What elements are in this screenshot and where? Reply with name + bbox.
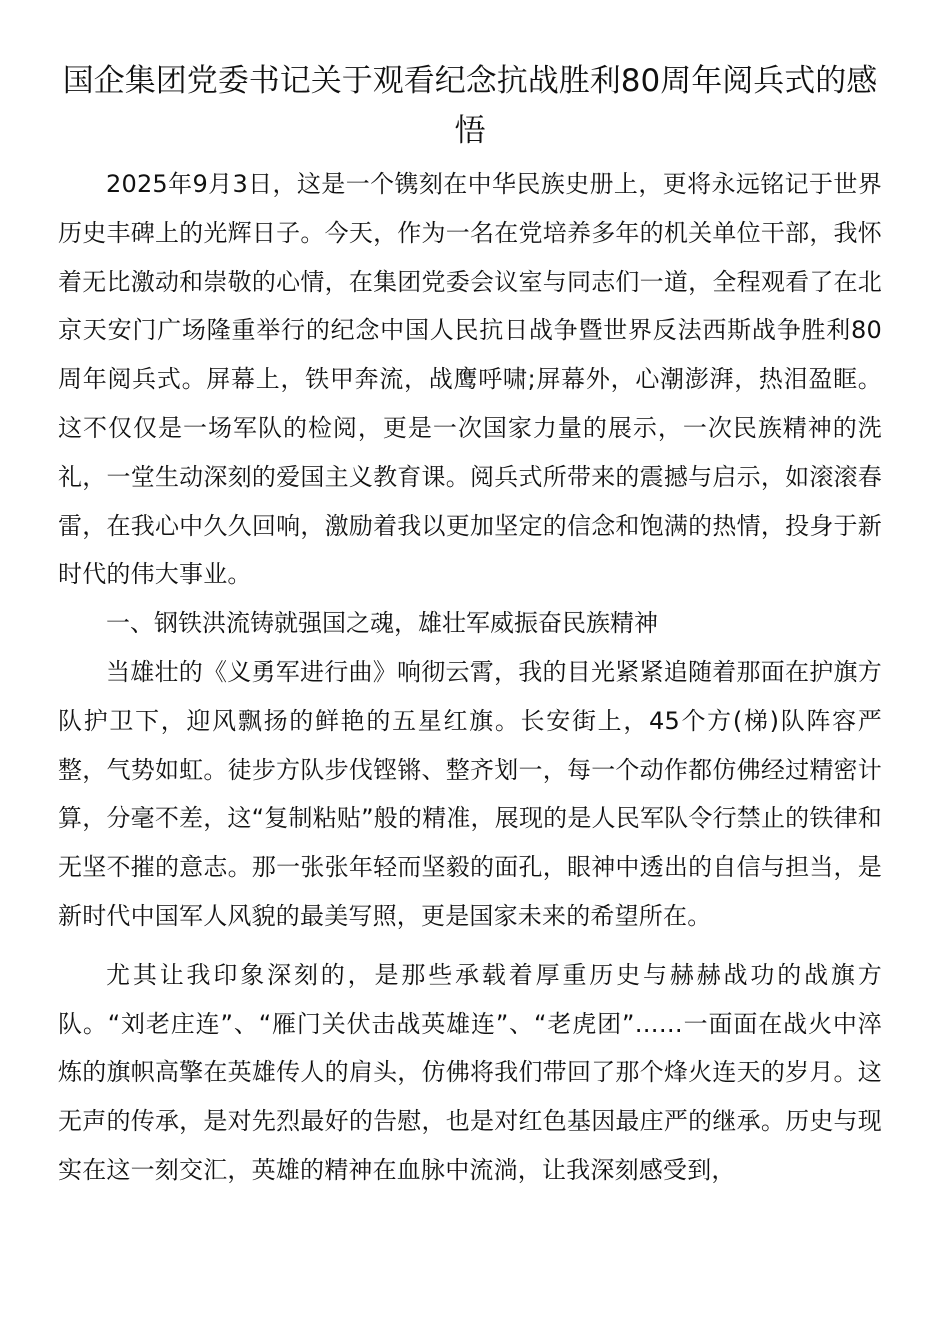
body-paragraph: 当雄壮的《义勇军进行曲》响彻云霄，我的目光紧紧追随着那面在护旗方队护卫下，迎风飘扬的鲜艳的五星红旗。长安街上，45个方(梯)队阵容严整，气势如虹。徒步方队步伐铿锵、整齐划一，每一个动作都仿佛经过精密计算，分毫不差，这“复制粘贴”般的精准，展现的是人民军队令行禁止的铁律和无坚不摧的意志。那一张张年轻而坚毅的面孔，眼神中透出的自信与担当，是新时代中国军人风貌的最美写照，更是国家未来的希望所在。: [58, 657, 882, 930]
section-heading: 一、钢铁洪流铸就强国之魂，雄壮军威振奋民族精神: [106, 609, 658, 638]
intro-paragraph: 2025年9月3日，这是一个镌刻在中华民族史册上，更将永远铭记于世界历史丰碑上的光辉日子。今天，作为一名在党培养多年的机关单位干部，我怀着无比激动和崇敬的心情，在集团党委会议室与同志们一道，全程观看了在北京天安门广场隆重举行的纪念中国人民抗日战争暨世界反法西斯战争胜利80周年阅兵式。屏幕上，铁甲奔流，战鹰呼啸;屏幕外，心潮澎湃，热泪盈眶。这不仅仅是一场军队的检阅，更是一次国家力量的展示，一次民族精神的洗礼，一堂生动深刻的爱国主义教育课。阅兵式所带来的震撼与启示，如滚滚春雷，在我心中久久回响，激励着我以更加坚定的信念和饱满的热情，投身于新时代的伟大事业。: [58, 170, 882, 589]
document-title: 国企集团党委书记关于观看纪念抗战胜利80周年阅兵式的感悟: [62, 63, 878, 149]
body-paragraph: 尤其让我印象深刻的，是那些承载着厚重历史与赫赫战功的战旗方队。“刘老庄连”、“雁门关伏击战英雄连”、“老虎团”……一面面在战火中淬炼的旗帜高擎在英雄传人的肩头，仿佛将我们带回了那个烽火连天的岁月。这无声的传承，是对先烈最好的告慰，也是对红色基因最庄严的继承。历史与现实在这一刻交汇，英雄的精神在血脉中流淌，让我深刻感受到，: [58, 960, 882, 1184]
